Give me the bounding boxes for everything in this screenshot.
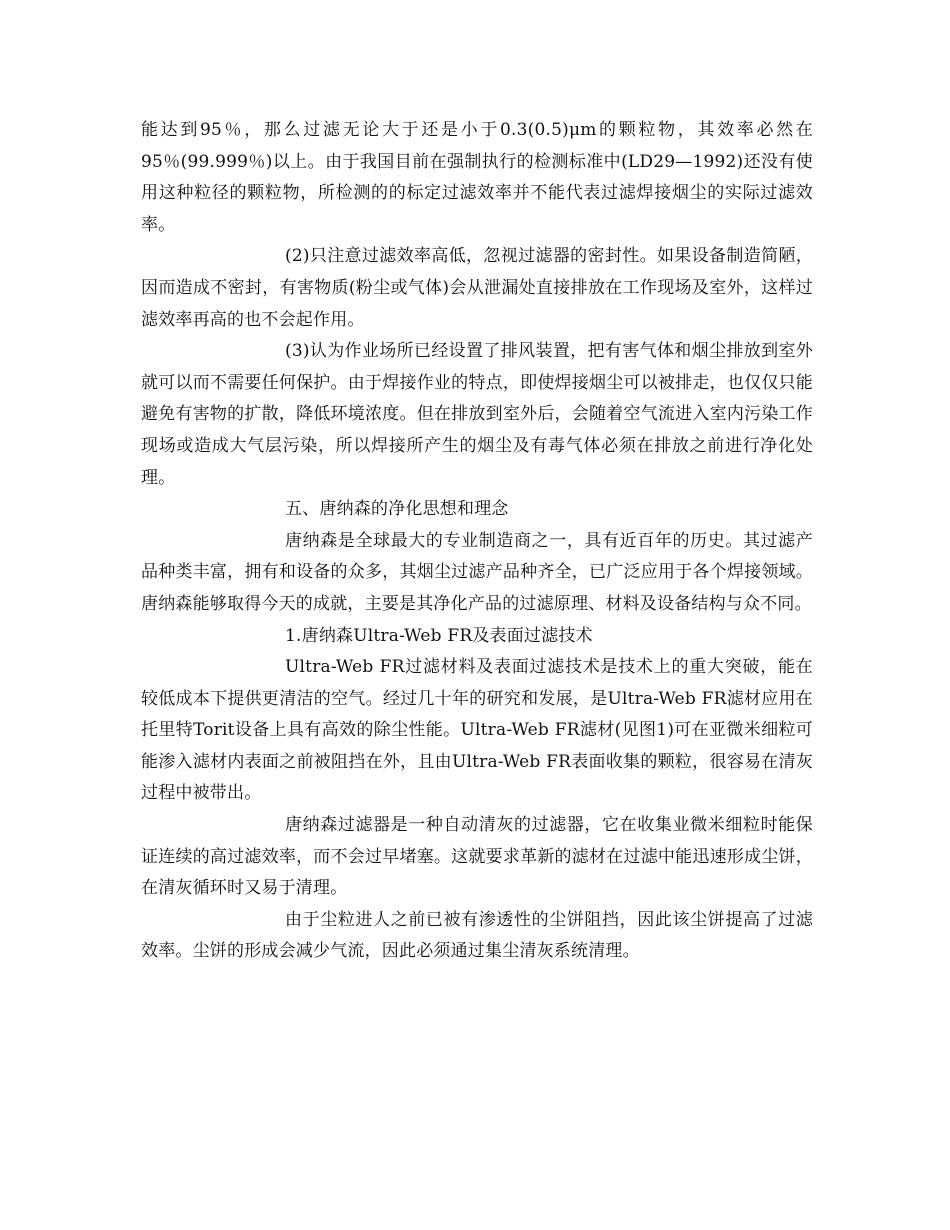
paragraph-ultra-web: Ultra-Web FR过滤材料及表面过滤技术是技术上的重大突破，能在较低成本下提供更清洁的空气。经过几十年的研究和发展，是Ultra-Web FR滤材应用在托里特Torit设备上具有高效的除尘性能。Ultra-Web FR滤材(见图1)可在亚微米细粒可能渗入滤材内表面之前被阻挡在外，且由Ultra-Web FR表面收集的颗粒，很容易在清灰过程中被带出。 xyxy=(141,657,813,804)
paragraph-dust-cake: 由于尘粒进人之前已被有渗透性的尘饼阻挡，因此该尘饼提高了过滤效率。尘饼的形成会减少气流，因此必须通过集尘清灰系统清理。 xyxy=(141,909,813,962)
paragraph-point-2-sealing: (2)只注意过滤效率高低，忽视过滤器的密封性。如果设备制造简陋，因而造成不密封，有害物质(粉尘或气体)会从泄漏处直接排放在工作现场及室外，这样过滤效率再高的也不会起作用。 xyxy=(141,246,813,330)
section-heading-5: 五、唐纳森的净化思想和理念 xyxy=(285,499,509,520)
paragraph-filter-efficiency-continued: 能达到95％，那么过滤无论大于还是小于0.3(0.5)μm的颗粒物，其效率必然在95％(99.999％)以上。由于我国目前在强制执行的检测标准中(LD29—1992)还没有使用这种粒径的颗粒物，所检测的的标定过滤效率并不能代表过滤焊接烟尘的实际过滤效率。 xyxy=(141,120,813,235)
paragraph-donaldson-intro: 唐纳森是全球最大的专业制造商之一，具有近百年的历史。其过滤产品种类丰富，拥有和设备的众多，其烟尘过滤产品种齐全，已广泛应用于各个焊接领域。唐纳森能够取得今天的成就，主要是其净化产品的过滤原理、材料及设备结构与众不同。 xyxy=(141,530,813,614)
paragraph-point-3-exhaust: (3)认为作业场所已经设置了排风装置，把有害气体和烟尘排放到室外就可以而不需要任何保护。由于焊接作业的特点，即使焊接烟尘可以被排走，也仅仅只能避免有害物的扩散，降低环境浓度。但在排放到室外后，会随着空气流进入室内污染工作现场或造成大气层污染，所以焊接所产生的烟尘及有毒气体必须在排放之前进行净化处理。 xyxy=(141,341,813,488)
subsection-heading-1: 1.唐纳森Ultra-Web FR及表面过滤技术 xyxy=(285,625,593,646)
paragraph-self-cleaning-filter: 唐纳森过滤器是一种自动清灰的过滤器，它在收集业微米细粒时能保证连续的高过滤效率，而不会过早堵塞。这就要求革新的滤材在过滤中能迅速形成尘饼，在清灰循环时又易于清理。 xyxy=(141,815,813,899)
document-body xyxy=(141,115,813,968)
